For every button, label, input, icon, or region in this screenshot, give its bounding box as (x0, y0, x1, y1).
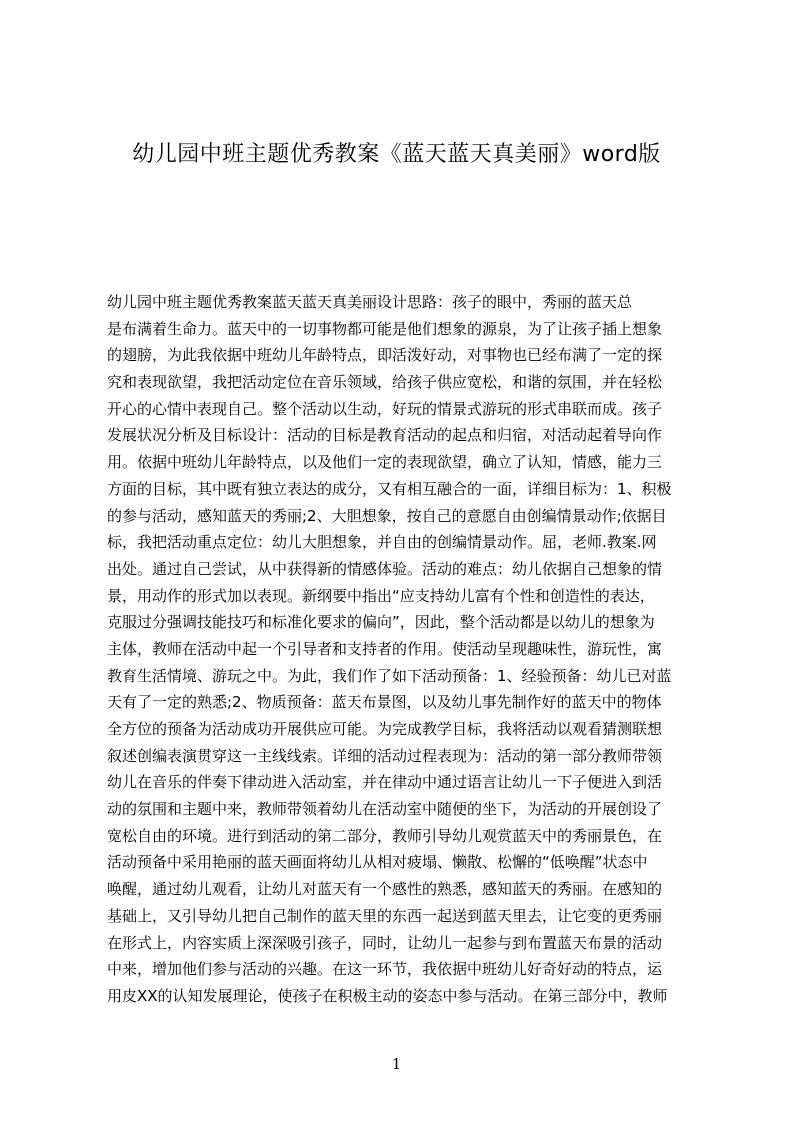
text-line: 在形式上，内容实质上深深吸引孩子，同时，让幼儿一起参与到布置蓝天布景的活动 (107, 933, 663, 952)
text-line: 用。依据中班幼儿年龄特点，以及他们一定的表现欲望，确立了认知，情感，能力三 (107, 453, 663, 472)
text-line: 全方位的预备为活动成功开展供应可能。为完成教学目标，我将活动以观看猜测联想 (107, 720, 663, 738)
text-line: 幼儿在音乐的伴奏下律动进入活动室，并在律动中通过语言让幼儿一下子便进入到活 (107, 773, 663, 792)
text-line: 教育生活情境、游玩之中。为此，我们作了如下活动预备：1、经验预备：幼儿已对蓝 (107, 666, 672, 685)
text-line: 动的氛围和主题中来，教师带领着幼儿在活动室中随便的坐下，为活动的开展创设了 (107, 800, 663, 819)
text-line: 的参与活动，感知蓝天的秀丽;2、大胆想象，按自己的意愿自由创编情景动作;依据目 (107, 506, 667, 525)
text-line: 叙述创编表演贯穿这一主线线索。详细的活动过程表现为：活动的第一部分教师带领 (107, 746, 663, 765)
text-line: 出处。通过自己尝试，从中获得新的情感体验。活动的难点：幼儿依据自己想象的情 (107, 559, 663, 578)
text-line: 中来，增加他们参与活动的兴趣。在这一环节，我依据中班幼儿好奇好动的特点，运 (107, 960, 663, 979)
text-line: 克服过分强调技能技巧和标准化要求的偏向”，因此，整个活动都是以幼儿的想象为 (107, 613, 655, 632)
text-line: 是布满着生命力。蓝天中的一切事物都可能是他们想象的源泉，为了让孩子插上想象 (107, 319, 663, 338)
text-line: 宽松自由的环境。进行到活动的第二部分，教师引导幼儿观赏蓝天中的秀丽景色，在 (107, 826, 663, 845)
text-line: 幼儿园中班主题优秀教案蓝天蓝天真美丽设计思路：孩子的眼中，秀丽的蓝天总 (107, 293, 633, 311)
text-line: 标，我把活动重点定位：幼儿大胆想象，并自由的创编情景动作。屈，老师.教案.网 (107, 533, 657, 552)
text-line: 景，用动作的形式加以表现。新纲要中指出“应支持幼儿富有个性和创造性的表达， (107, 586, 655, 605)
text-line: 活动预备中采用艳丽的蓝天画面将幼儿从相对疲塌、懒散、松懈的“低唤醒”状态中 (107, 853, 648, 872)
text-line: 的翅膀，为此我依据中班幼儿年龄特点，即活泼好动，对事物也已经布满了一定的探 (107, 346, 663, 365)
text-line: 基础上，又引导幼儿把自己制作的蓝天里的东西一起送到蓝天里去，让它变的更秀丽 (107, 906, 663, 925)
document-title: 幼儿园中班主题优秀教案《蓝天蓝天真美丽》word版 (132, 142, 661, 167)
text-line: 开心的心情中表现自己。整个活动以生动，好玩的情景式游玩的形式串联而成。孩子 (107, 399, 663, 418)
page-number: 1 (391, 1055, 402, 1073)
body-paragraph (107, 289, 697, 1010)
text-line: 天有了一定的熟悉;2、物质预备：蓝天布景图，以及幼儿事先制作好的蓝天中的物体 (107, 693, 662, 712)
text-line: 用皮XX的认知发展理论，使孩子在积极主动的姿态中参与活动。在第三部分中，教师 (107, 986, 668, 1005)
text-line: 主体，教师在活动中起一个引导者和支持者的作用。使活动呈现趣味性，游玩性，寓 (107, 639, 663, 658)
text-line: 方面的目标，其中既有独立表达的成分，又有相互融合的一面，详细目标为：1、积极 (107, 479, 672, 498)
text-line: 发展状况分析及目标设计：活动的目标是教育活动的起点和归宿，对活动起着导向作 (107, 426, 663, 445)
text-line: 究和表现欲望，我把活动定位在音乐领域，给孩子供应宽松，和谐的氛围，并在轻松 (107, 373, 663, 392)
text-line: 唤醒，通过幼儿观看，让幼儿对蓝天有一个感性的熟悉，感知蓝天的秀丽。在感知的 (107, 880, 663, 899)
